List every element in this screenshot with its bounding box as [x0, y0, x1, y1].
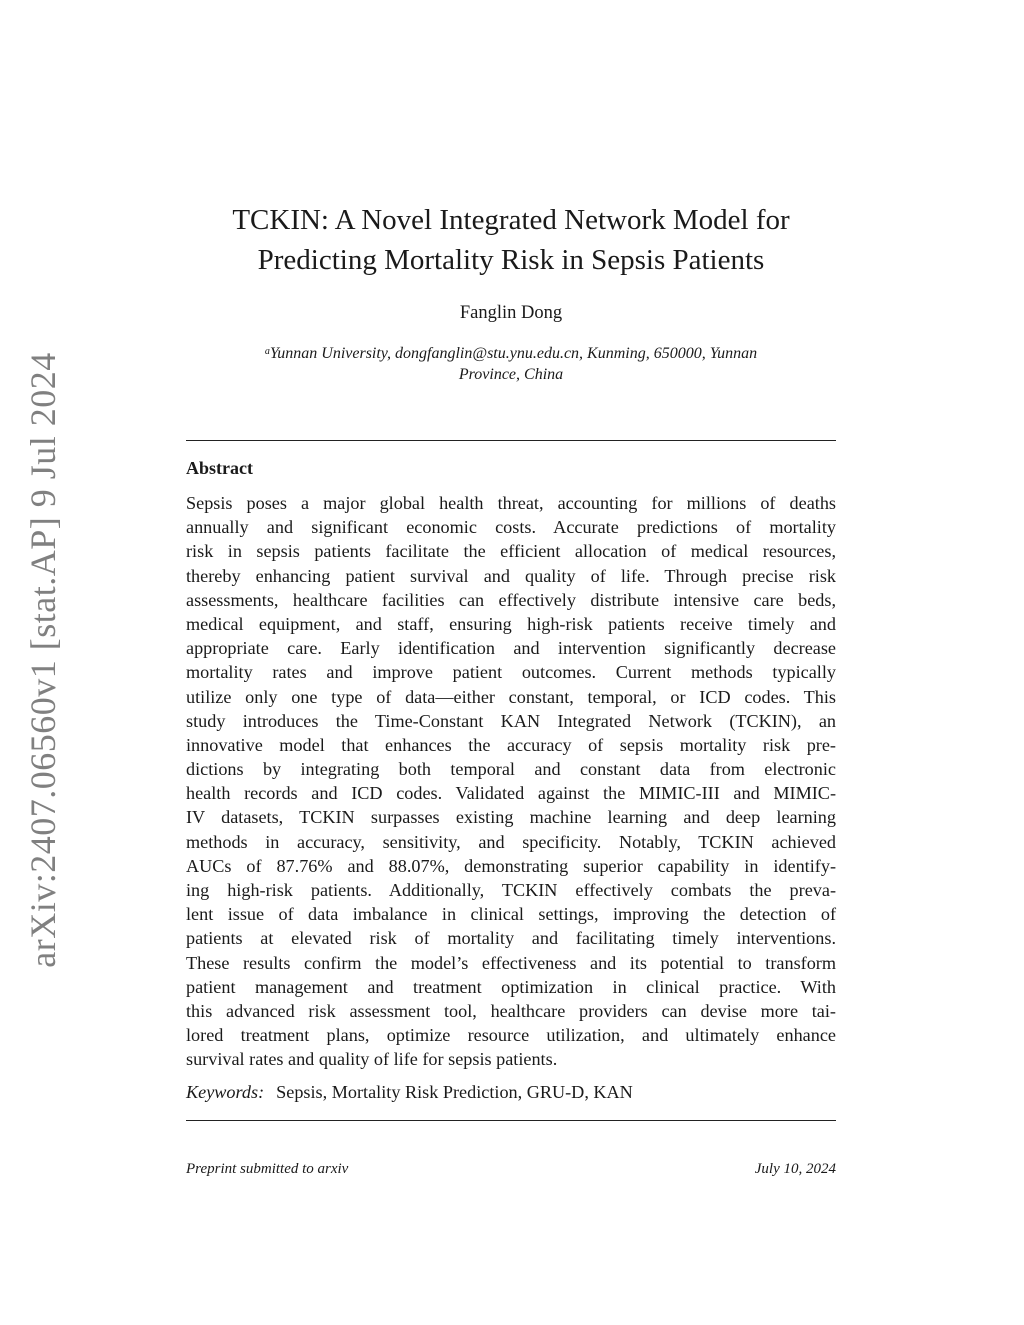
abstract-line: These results confirm the model’s effectiveness and its potential to transform	[186, 952, 836, 973]
abstract-line: ing high-risk patients. Additionally, TCKIN effectively combats the preva-	[186, 880, 836, 900]
top-divider	[186, 440, 836, 441]
abstract-line: appropriate care. Early identification and intervention significantly decrease	[186, 638, 836, 659]
abstract-line: this advanced risk assessment tool, healthcare providers can devise more tai-	[186, 1000, 836, 1021]
affiliation-line-1	[186, 343, 836, 364]
abstract-line: medical equipment, and staff, ensuring high-risk patients receive timely and	[186, 613, 836, 634]
abstract-line: patient management and treatment optimization in clinical practice. With	[186, 976, 836, 997]
author-name: Fanglin Dong	[459, 303, 563, 323]
abstract-line: annually and significant economic costs. Accurate predictions of mortality	[186, 517, 836, 538]
keywords-label: Keywords:	[186, 1082, 265, 1102]
footer-date: July 10, 2024	[754, 1161, 836, 1177]
abstract-line: mortality rates and improve patient outcomes. Current methods typically	[186, 662, 836, 683]
abstract-line: innovative model that enhances the accuracy of sepsis mortality risk pre-	[186, 734, 836, 755]
abstract-line: health records and ICD codes. Validated against the MIMIC-III and MIMIC-	[186, 783, 836, 804]
keywords-text: Sepsis, Mortality Risk Prediction, GRU-D, KAN	[276, 1082, 633, 1102]
title-line-1: TCKIN: A Novel Integrated Network Model for	[232, 204, 790, 236]
abstract-line: survival rates and quality of life for sepsis patients.	[186, 1049, 558, 1070]
affiliation-marker: a	[264, 346, 270, 357]
abstract-line: risk in sepsis patients facilitate the efficient allocation of medical resources,	[186, 541, 836, 562]
abstract-body	[186, 491, 836, 1072]
abstract-line: assessments, healthcare facilities can effectively distribute intensive care beds,	[186, 589, 836, 610]
abstract-line: utilize only one type of data—either constant, temporal, or ICD codes. This	[186, 686, 836, 707]
affiliation-line-2: Province, China	[458, 366, 564, 383]
abstract-line: AUCs of 87.76% and 88.07%, demonstrating superior capability in identify-	[186, 855, 836, 876]
abstract-line: patients at elevated risk of mortality and facilitating timely interventions.	[186, 928, 836, 949]
abstract-heading: Abstract	[186, 458, 253, 478]
abstract-line: methods in accuracy, sensitivity, and specificity. Notably, TCKIN achieved	[186, 831, 836, 852]
abstract-line: Sepsis poses a major global health threat, accounting for millions of deaths	[186, 493, 836, 513]
abstract-line: study introduces the Time-Constant KAN Integrated Network (TCKIN), an	[186, 710, 836, 731]
abstract-line: thereby enhancing patient survival and quality of life. Through precise risk	[186, 565, 836, 586]
keywords	[186, 1082, 633, 1103]
abstract-line: IV datasets, TCKIN surpasses existing machine learning and deep learning	[186, 807, 836, 828]
abstract-line: lored treatment plans, optimize resource utilization, and ultimately enhance	[186, 1025, 836, 1046]
affiliation	[186, 343, 836, 385]
abstract-line: dictions by integrating both temporal and constant data from electronic	[186, 759, 836, 780]
title-line-2: Predicting Mortality Risk in Sepsis Patients	[257, 244, 765, 276]
paper-title	[186, 200, 836, 280]
abstract-line: lent issue of data imbalance in clinical settings, improving the detection of	[186, 904, 836, 925]
affiliation-text-1: Yunnan University, dongfanglin@stu.ynu.edu.cn, Kunming, 650000, Yunnan	[269, 345, 758, 362]
preprint-note: Preprint submitted to arxiv	[186, 1161, 349, 1177]
arxiv-identifier-stamp: arXiv:2407.06560v1 [stat.AP] 9 Jul 2024	[23, 352, 63, 968]
bottom-divider	[186, 1120, 836, 1121]
